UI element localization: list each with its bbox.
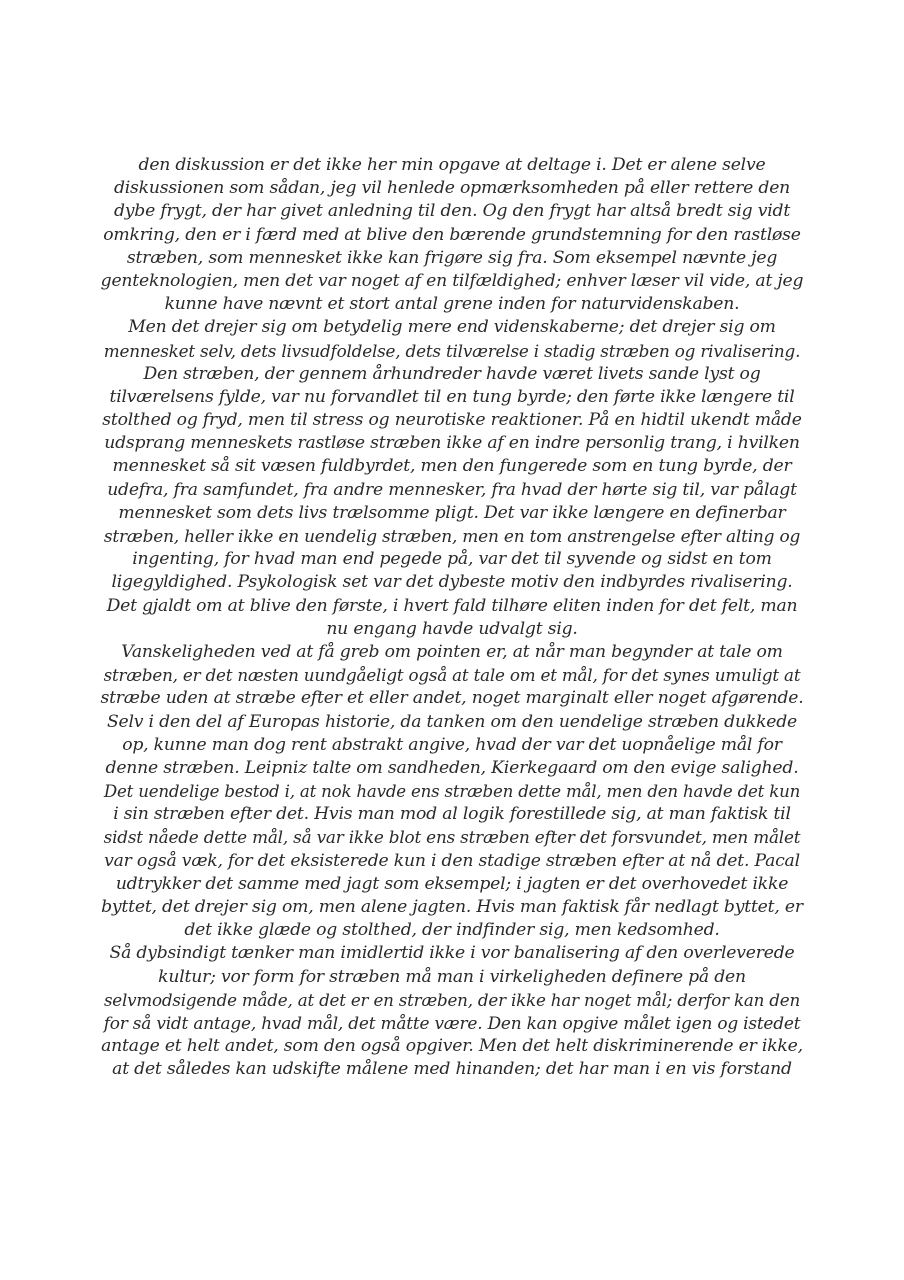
text-line: stræben, som mennesket ikke kan frigøre sig fra. Som eksempel nævnte jeg (126, 247, 778, 268)
text-line: mennesket som dets livs trælsomme pligt. Det var ikke længere en definerbar (118, 502, 786, 523)
text-line: kunne have nævnt et stort antal grene inden for naturvidenskaben. (164, 294, 740, 315)
text-line: mennesket selv, dets livsudfoldelse, dets tilværelse i stadig stræben og rivalisering. (103, 340, 801, 361)
text-line: ingenting, for hvad man end pegede på, var det til syvende og sidst en tom (132, 549, 772, 570)
text-line: Så dybsindigt tænker man imidlertid ikke i vor banalisering af den overleverede (109, 943, 795, 964)
text-line: diskussionen som sådan, jeg vil henlede opmærksomheden på eller rettere den (113, 178, 791, 199)
text-line: den diskussion er det ikke her min opgave at deltage i. Det er alene selve (138, 155, 766, 175)
text-line: Det uendelige bestod i, at nok havde ens stræben dette mål, men den havde det kun (103, 782, 801, 802)
text-line: Den stræben, der gennem århundreder havde været livets sande lyst og (143, 363, 761, 384)
text-line: Vanskeligheden ved at få greb om pointen er, at når man begynder at tale om (121, 641, 783, 662)
text-line: nu engang havde udvalgt sig. (326, 618, 578, 639)
text-line: tilværelsens fylde, var nu forvandlet til en tung byrde; den førte ikke længere til (109, 386, 795, 407)
text-line: i sin stræben efter det. Hvis man mod al logik forestillede sig, at man faktisk til (113, 804, 791, 825)
text-line: selvmodsigende måde, at det er en stræben, der ikke har noget mål; derfor kan den (103, 989, 801, 1010)
text-line: udsprang menneskets rastløse stræben ikke af en indre personlig trang, i hvilken (104, 433, 800, 454)
text-line: for så vidt antage, hvad mål, det måtte være. Den kan opgive målet igen og istedet (103, 1012, 801, 1033)
text-line: ligegyldighed. Psykologisk set var det dybeste motiv den indbyrdes rivalisering. (111, 572, 793, 593)
text-line: udtrykker det samme med jagt som eksempel; i jagten er det overhovedet ikke (115, 873, 789, 894)
text-line: Det gjaldt om at blive den første, i hvert fald tilhøre eliten inden for det felt, man (106, 595, 798, 616)
text-line: kultur; vor form for stræben må man i virkeligheden definere på den (158, 966, 746, 987)
text-line: udefra, fra samfundet, fra andre mennesker, fra hvad der hørte sig til, var pålagt (107, 479, 797, 500)
text-line: Men det drejer sig om betydelig mere end videnskaberne; det drejer sig om (128, 317, 776, 338)
text-line: genteknologien, men det var noget af en tilfældighed; enhver læser vil vide, at jeg (100, 270, 804, 291)
text-line: var også væk, for det eksisterede kun i den stadige stræben efter at nå det. Pacal (104, 850, 800, 871)
text-line: denne stræben. Leipniz talte om sandheden, Kierkegaard om den evige salighed. (105, 757, 799, 778)
text-line: det ikke glæde og stolthed, der indfinder sig, men kedsomhed. (184, 920, 720, 941)
text-line: byttet, det drejer sig om, men alene jagten. Hvis man faktisk får nedlagt byttet, er (101, 897, 803, 917)
text-line: omkring, den er i færd med at blive den bærende grundstemning for den rastløse (103, 224, 801, 245)
text-line: stræben, heller ikke en uendelig stræben, men en tom anstrengelse efter alting og (103, 526, 801, 546)
text-line: op, kunne man dog rent abstrakt angive, hvad der var det uopnåelige mål for (122, 734, 782, 755)
text-line: at det således kan udskifte målene med hinanden; det har man i en vis forstand (112, 1059, 792, 1080)
text-line: Selv i den del af Europas historie, da tanken om den uendelige stræben dukkede (106, 711, 798, 732)
text-line: stolthed og fryd, men til stress og neurotiske reaktioner. På en hidtil ukendt måde (102, 410, 802, 431)
text-line: mennesket så sit væsen fuldbyrdet, men den fungerede som en tung byrde, der (112, 456, 792, 477)
text-line: antage et helt andet, som den også opgiver. Men det helt diskriminerende er ikke, (101, 1036, 803, 1057)
body-text (100, 154, 804, 1082)
text-line: stræbe uden at stræbe efter et eller andet, noget marginalt eller noget afgørende. (100, 688, 804, 709)
text-line: dybe frygt, der har givet anledning til den. Og den frygt har altså bredt sig vidt (113, 201, 791, 222)
text-line: sidst nåede dette mål, så var ikke blot ens stræben efter det forsvundet, men målet (103, 827, 801, 848)
text-line: stræben, er det næsten uundgåeligt også at tale om et mål, for det synes umuligt at (103, 665, 801, 686)
